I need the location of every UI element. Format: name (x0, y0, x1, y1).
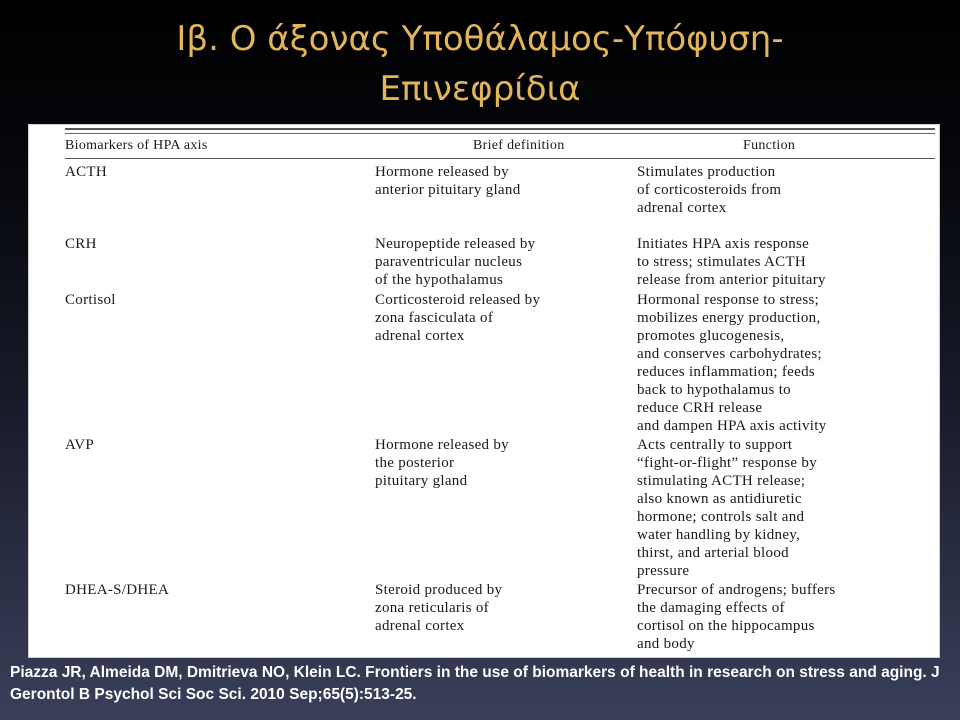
row-dhea-function: Precursor of androgens; buffers the damaging effects of cortisol on the hippocampus and body (637, 582, 836, 652)
citation: Piazza JR, Almeida DM, Dmitrieva NO, Klein LC. Frontiers in the use of biomarkers of health in research on stress and aging. J Gerontol B Psychol Sci Soc Sci. 2010 Sep;65(5):513-25. (10, 664, 940, 703)
row-dhea-definition: Steroid produced by zona reticularis of adrenal cortex (375, 582, 503, 634)
row-avp-function: Acts centrally to support “fight-or-flight” response by stimulating ACTH release; also known as antidiuretic hormone; controls salt and water handling by kidney, thirst, and arterial blood pressure (637, 437, 818, 579)
biomarkers-table (28, 124, 940, 658)
table-top-rule-inner (65, 133, 935, 134)
row-cortisol-definition: Corticosteroid released by zona fasciculata of adrenal cortex (375, 292, 541, 344)
header-function: Function (743, 138, 796, 153)
row-crh-function: Initiates HPA axis response to stress; stimulates ACTH release from anterior pituitary (637, 236, 826, 288)
row-cortisol-biomarker: Cortisol (65, 292, 116, 308)
slide-title-line-2: Επινεφρίδια (379, 69, 581, 109)
table-header-rule (65, 158, 935, 159)
slide-title (0, 14, 960, 114)
slide-title-line-1: Ιβ. Ο άξονας Υποθάλαμος-Υπόφυση- (176, 19, 784, 59)
row-acth-definition: Hormone released by anterior pituitary gland (375, 164, 521, 198)
row-avp-definition: Hormone released by the posterior pituitary gland (375, 437, 509, 489)
header-brief-definition: Brief definition (473, 138, 565, 153)
header-biomarkers: Biomarkers of HPA axis (65, 138, 208, 153)
row-acth-biomarker: ACTH (65, 164, 108, 180)
row-dhea-biomarker: DHEA-S/DHEA (65, 582, 170, 598)
row-acth-function: Stimulates production of corticosteroids from adrenal cortex (637, 164, 782, 216)
row-crh-biomarker: CRH (65, 236, 97, 252)
row-avp-biomarker: AVP (65, 437, 94, 453)
row-cortisol-function: Hormonal response to stress; mobilizes energy production, promotes glucogenesis, and conserves carbohydrates; reduces inflammation; feeds back to hypothalamus to reduce CRH release and dampen HPA axis activity (637, 292, 827, 434)
row-crh-definition: Neuropeptide released by paraventricular nucleus of the hypothalamus (375, 236, 536, 288)
table-top-rule (65, 128, 935, 130)
